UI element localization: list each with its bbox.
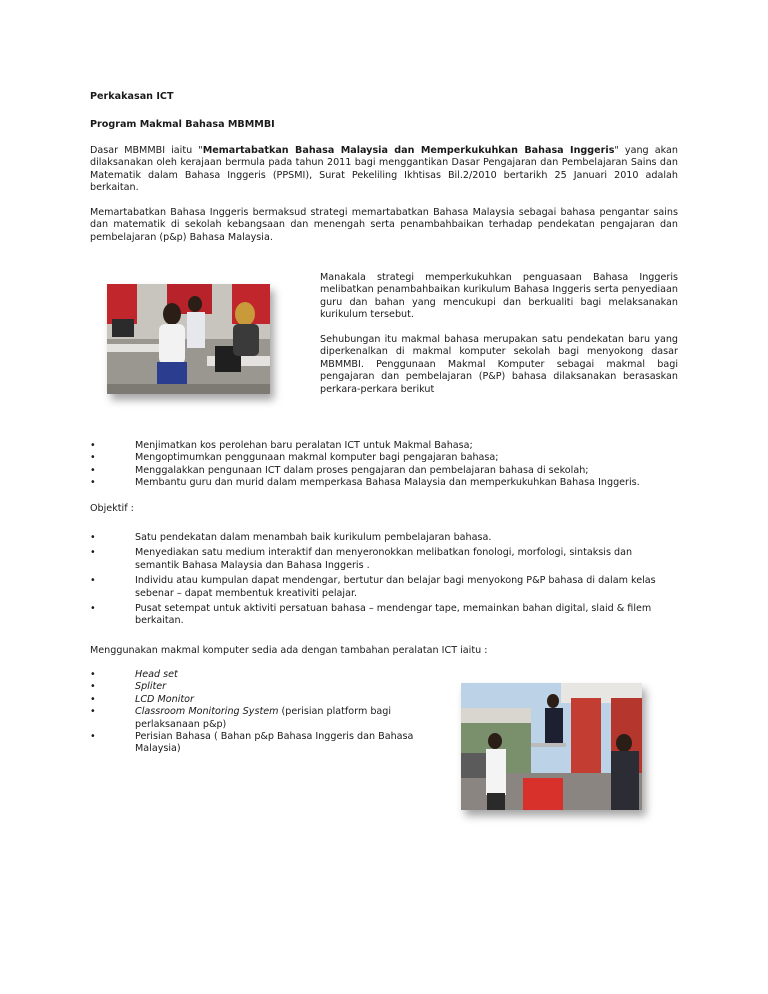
intro-paragraph bbox=[90, 145, 678, 195]
outdoor-activity-illustration bbox=[461, 683, 642, 810]
list-item bbox=[90, 603, 670, 628]
bullet-icon: • bbox=[90, 532, 96, 543]
computer-lab-photo bbox=[107, 284, 270, 394]
list-item-text-italic: Classroom Monitoring System bbox=[135, 706, 279, 718]
list-item bbox=[90, 547, 670, 572]
list-item bbox=[90, 731, 440, 756]
bullet-icon: • bbox=[90, 681, 96, 693]
bullet-icon: • bbox=[90, 547, 96, 559]
list-item-text: (perisian platform bagi perlaksanaan p&p) bbox=[135, 706, 392, 730]
bullet-icon: • bbox=[90, 452, 96, 464]
intro-bold-policy-name: Memartabatkan Bahasa Malaysia dan Memperkukuhkan Bahasa Inggeris bbox=[202, 145, 615, 156]
paragraph-makmal-bahasa: Sehubungan itu makmal bahasa merupakan satu pendekatan baru yang diperkenalkan di makmal komputer sekolah bagi menyokong dasar MBMMBI. Penggunaan Makmal Komputer sebagai makmal bagi pengajaran dan pembelajaran (P&P) bahasa dilaksanakan berasaskan perkara-perkara berikut bbox=[320, 334, 678, 395]
list-item-text: Menggalakkan pengunaan ICT dalam proses pengajaran dan pembelajaran bahasa di sekolah; bbox=[135, 464, 589, 476]
objectives-list bbox=[90, 532, 670, 628]
list-item bbox=[90, 477, 690, 489]
list-item bbox=[90, 452, 690, 464]
objektif-label: Objektif : bbox=[90, 503, 134, 514]
bullet-icon: • bbox=[90, 731, 96, 743]
list-item bbox=[90, 440, 690, 452]
list-item-text: Mengoptimumkan penggunaan makmal komputer bagi pengajaran bahasa; bbox=[135, 452, 499, 464]
bullet-icon: • bbox=[90, 603, 96, 615]
list-item bbox=[90, 465, 690, 477]
list-item-text: Membantu guru dan murid dalam memperkasa Bahasa Malaysia dan memperkukuhkan Bahasa Inggeris. bbox=[135, 477, 640, 489]
bullet-icon: • bbox=[90, 464, 96, 476]
computer-lab-illustration bbox=[107, 284, 270, 394]
list-item-text: Spliter bbox=[135, 681, 167, 693]
bullet-icon: • bbox=[90, 575, 96, 587]
list-item bbox=[90, 575, 670, 600]
bullet-icon: • bbox=[90, 477, 96, 489]
list-item-text: Satu pendekatan dalam menambah baik kurikulum pembelajaran bahasa. bbox=[135, 532, 492, 543]
list-item bbox=[90, 532, 670, 544]
list-item-text: Individu atau kumpulan dapat mendengar, bertutur dan belajar bagi menyokong P&P bahasa di dalam kelas sebenar – dapat membentuk kreativiti pelajar. bbox=[135, 575, 656, 599]
intro-post: " yang akan dilaksanakan oleh kerajaan bermula pada tahun 2011 bagi menggantikan Dasar Pengajaran dan Pembelajaran Sains dan Matematik dalam Bahasa Inggeris (PPSMI), Surat Pekeliling Ikhtisas Bil.2/2010 bertarikh 25 Januari 2010 adalah berkaitan. bbox=[90, 145, 678, 194]
list-item bbox=[90, 694, 440, 706]
list-item bbox=[90, 681, 440, 693]
intro-pre: Dasar MBMMBI iaitu " bbox=[90, 145, 203, 156]
list-item-text: Head set bbox=[135, 669, 178, 680]
bullet-icon: • bbox=[90, 693, 96, 705]
bullet-icon: • bbox=[90, 440, 96, 451]
outdoor-activity-photo bbox=[461, 683, 642, 810]
bullet-icon: • bbox=[90, 669, 96, 680]
paragraph-memperkukuhkan: Manakala strategi memperkukuhkan penguasaan Bahasa Inggeris melibatkan penambahbaikan kurikulum Bahasa Inggeris serta penyediaan guru dan bahan yang mencukupi dan berkualiti bagi melaksanakan kurikulum tersebut. bbox=[320, 272, 678, 321]
benefits-list bbox=[90, 440, 690, 490]
equipment-intro: Menggunakan makmal komputer sedia ada dengan tambahan peralatan ICT iaitu : bbox=[90, 645, 488, 656]
heading-perkakasan-ict: Perkakasan ICT bbox=[90, 91, 174, 102]
heading-program-makmal: Program Makmal Bahasa MBMMBI bbox=[90, 119, 275, 130]
equipment-list bbox=[90, 669, 440, 756]
bullet-icon: • bbox=[90, 706, 96, 718]
paragraph-memartabatkan: Memartabatkan Bahasa Inggeris bermaksud strategi memartabatkan Bahasa Malaysia sebagai bahasa pengantar sains dan matematik di sekolah kebangsaan dan menengah serta penambahbaikan terhadap pendekatan pengajaran dan pembelajaran (p&p) Bahasa Malaysia. bbox=[90, 207, 678, 243]
list-item-text: Pusat setempat untuk aktiviti persatuan bahasa – mendengar tape, memainkan bahan digital, slaid & filem berkaitan. bbox=[135, 603, 652, 627]
list-item-text: Menjimatkan kos perolehan baru peralatan ICT untuk Makmal Bahasa; bbox=[135, 440, 473, 451]
list-item bbox=[90, 669, 440, 681]
list-item-text: Perisian Bahasa ( Bahan p&p Bahasa Inggeris dan Bahasa Malaysia) bbox=[135, 731, 414, 755]
list-item bbox=[90, 706, 440, 731]
list-item-text: LCD Monitor bbox=[135, 693, 194, 705]
list-item-text: Menyediakan satu medium interaktif dan menyeronokkan melibatkan fonologi, morfologi, sintaksis dan semantik Bahasa Malaysia dan Bahasa Inggeris . bbox=[135, 547, 633, 571]
